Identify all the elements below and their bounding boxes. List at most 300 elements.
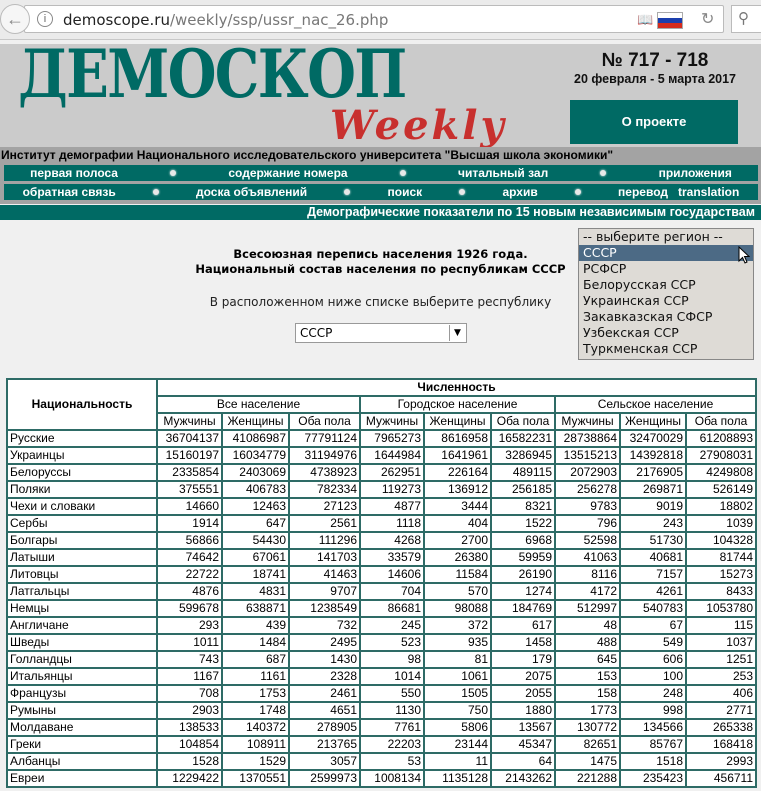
- reload-icon[interactable]: ↻: [701, 11, 715, 28]
- value-cell: 12463: [222, 498, 289, 515]
- value-cell: 2403069: [222, 464, 289, 481]
- table-row: [7, 685, 756, 702]
- value-cell: 2561: [289, 515, 360, 532]
- value-cell: 138533: [157, 719, 222, 736]
- value-cell: 406: [686, 685, 756, 702]
- nav-row-1: [4, 165, 758, 181]
- bullet-icon: [400, 170, 406, 176]
- search-icon: ⚲: [738, 10, 749, 27]
- nav-feedback[interactable]: обратная связь: [22, 185, 116, 199]
- table-row: [7, 668, 756, 685]
- value-cell: 253: [686, 668, 756, 685]
- bullet-icon: [600, 170, 606, 176]
- value-cell: 14392818: [620, 447, 686, 464]
- value-cell: 1251: [686, 651, 756, 668]
- value-cell: 153: [555, 668, 620, 685]
- table-row: [7, 430, 756, 447]
- nationality-cell: Чехи и словаки: [7, 498, 157, 515]
- url-host: demoscope.ru: [63, 11, 170, 29]
- dropdown-option[interactable]: -- выберите регион --: [583, 229, 723, 244]
- value-cell: 141703: [289, 549, 360, 566]
- value-cell: 732: [289, 617, 360, 634]
- table-row: [7, 532, 756, 549]
- value-cell: 9783: [555, 498, 620, 515]
- value-cell: 2055: [491, 685, 555, 702]
- value-cell: 67061: [222, 549, 289, 566]
- table-row: [7, 719, 756, 736]
- value-cell: 256185: [491, 481, 555, 498]
- table-row: [7, 515, 756, 532]
- masthead: [0, 44, 761, 147]
- table-row: [7, 447, 756, 464]
- value-cell: 168418: [686, 736, 756, 753]
- nationality-cell: Французы: [7, 685, 157, 702]
- value-cell: 2075: [491, 668, 555, 685]
- value-cell: 226164: [424, 464, 491, 481]
- url-text: [63, 11, 388, 29]
- value-cell: 1274: [491, 583, 555, 600]
- value-cell: 708: [157, 685, 222, 702]
- value-cell: 704: [360, 583, 424, 600]
- value-cell: 1053780: [686, 600, 756, 617]
- about-button[interactable]: О проекте: [570, 100, 738, 144]
- value-cell: 4651: [289, 702, 360, 719]
- value-cell: 935: [424, 634, 491, 651]
- value-cell: 2328: [289, 668, 360, 685]
- value-cell: 1161: [222, 668, 289, 685]
- table-row: [7, 702, 756, 719]
- nationality-cell: Голландцы: [7, 651, 157, 668]
- header-sub: Женщины: [222, 413, 289, 430]
- header-sub: Оба пола: [491, 413, 555, 430]
- mouse-cursor-icon: [738, 246, 750, 264]
- value-cell: 74642: [157, 549, 222, 566]
- nationality-cell: Литовцы: [7, 566, 157, 583]
- value-cell: 81: [424, 651, 491, 668]
- value-cell: 550: [360, 685, 424, 702]
- title-line-1: Всесоюзная перепись населения 1926 года.: [233, 247, 528, 261]
- nationality-cell: Украинцы: [7, 447, 157, 464]
- value-cell: 4876: [157, 583, 222, 600]
- value-cell: 130772: [555, 719, 620, 736]
- nav-translation[interactable]: перевод translation: [618, 185, 740, 199]
- header-sub: Женщины: [620, 413, 686, 430]
- header-count: Численность: [157, 379, 756, 396]
- value-cell: 1773: [555, 702, 620, 719]
- dropdown-option[interactable]: Закавказская СФСР: [583, 309, 713, 324]
- value-cell: 26190: [491, 566, 555, 583]
- value-cell: 599678: [157, 600, 222, 617]
- value-cell: 104854: [157, 736, 222, 753]
- value-cell: 16582231: [491, 430, 555, 447]
- value-cell: 81744: [686, 549, 756, 566]
- nationality-cell: Румыны: [7, 702, 157, 719]
- value-cell: 41063: [555, 549, 620, 566]
- value-cell: 293: [157, 617, 222, 634]
- title-line-2: Национальный состав населения по республикам СССР: [195, 262, 566, 276]
- value-cell: 647: [222, 515, 289, 532]
- value-cell: 235423: [620, 770, 686, 787]
- value-cell: 1430: [289, 651, 360, 668]
- value-cell: 1014: [360, 668, 424, 685]
- value-cell: 1518: [620, 753, 686, 770]
- nav-row-2: [4, 184, 758, 200]
- value-cell: 617: [491, 617, 555, 634]
- value-cell: 549: [620, 634, 686, 651]
- value-cell: 64: [491, 753, 555, 770]
- value-cell: 743: [157, 651, 222, 668]
- value-cell: 140372: [222, 719, 289, 736]
- value-cell: 638871: [222, 600, 289, 617]
- table-row: [7, 549, 756, 566]
- value-cell: 33579: [360, 549, 424, 566]
- header-sub: Мужчины: [360, 413, 424, 430]
- value-cell: 104328: [686, 532, 756, 549]
- value-cell: 136912: [424, 481, 491, 498]
- value-cell: 54430: [222, 532, 289, 549]
- value-cell: 2335854: [157, 464, 222, 481]
- value-cell: 111296: [289, 532, 360, 549]
- value-cell: 4249808: [686, 464, 756, 481]
- value-cell: 248: [620, 685, 686, 702]
- value-cell: 1505: [424, 685, 491, 702]
- value-cell: 2072903: [555, 464, 620, 481]
- table-row: [7, 481, 756, 498]
- value-cell: 2143262: [491, 770, 555, 787]
- nationality-cell: Русские: [7, 430, 157, 447]
- value-cell: 48: [555, 617, 620, 634]
- value-cell: 489115: [491, 464, 555, 481]
- header-sub: Мужчины: [157, 413, 222, 430]
- select-prompt: В расположенном ниже списке выберите республику: [209, 295, 552, 309]
- value-cell: 1167: [157, 668, 222, 685]
- value-cell: 2993: [686, 753, 756, 770]
- value-cell: 15273: [686, 566, 756, 583]
- value-cell: 7761: [360, 719, 424, 736]
- value-cell: 3057: [289, 753, 360, 770]
- value-cell: 16034779: [222, 447, 289, 464]
- value-cell: 61208893: [686, 430, 756, 447]
- bullet-icon: [170, 170, 176, 176]
- issue-number: № 717 - 718: [601, 50, 709, 71]
- russian-flag-icon[interactable]: [657, 12, 683, 29]
- nationality-cell: Болгары: [7, 532, 157, 549]
- value-cell: 98088: [424, 600, 491, 617]
- value-cell: 796: [555, 515, 620, 532]
- nationality-cell: Латгальцы: [7, 583, 157, 600]
- value-cell: 59959: [491, 549, 555, 566]
- nationality-cell: Шведы: [7, 634, 157, 651]
- value-cell: 22722: [157, 566, 222, 583]
- value-cell: 22203: [360, 736, 424, 753]
- region-dropdown-list: [578, 228, 754, 360]
- value-cell: 2461: [289, 685, 360, 702]
- value-cell: 18802: [686, 498, 756, 515]
- bullet-icon: [459, 189, 465, 195]
- value-cell: 256278: [555, 481, 620, 498]
- value-cell: 23144: [424, 736, 491, 753]
- dropdown-option[interactable]: Украинская ССР: [583, 293, 689, 308]
- value-cell: 456711: [686, 770, 756, 787]
- value-cell: 179: [491, 651, 555, 668]
- value-cell: 570: [424, 583, 491, 600]
- value-cell: 4172: [555, 583, 620, 600]
- value-cell: 77791124: [289, 430, 360, 447]
- nationality-cell: Евреи: [7, 770, 157, 787]
- value-cell: 4831: [222, 583, 289, 600]
- value-cell: 645: [555, 651, 620, 668]
- value-cell: 115: [686, 617, 756, 634]
- value-cell: 269871: [620, 481, 686, 498]
- value-cell: 7965273: [360, 430, 424, 447]
- value-cell: 278905: [289, 719, 360, 736]
- value-cell: 2176905: [620, 464, 686, 481]
- value-cell: 1522: [491, 515, 555, 532]
- value-cell: 2771: [686, 702, 756, 719]
- value-cell: 45347: [491, 736, 555, 753]
- region-select[interactable]: [295, 323, 467, 343]
- browser-toolbar: [0, 0, 761, 40]
- value-cell: 2495: [289, 634, 360, 651]
- nationality-cell: Сербы: [7, 515, 157, 532]
- nationality-cell: Немцы: [7, 600, 157, 617]
- header-sub: Женщины: [424, 413, 491, 430]
- value-cell: 85767: [620, 736, 686, 753]
- header-sub: Оба пола: [289, 413, 360, 430]
- value-cell: 100: [620, 668, 686, 685]
- value-cell: 119273: [360, 481, 424, 498]
- value-cell: 1238549: [289, 600, 360, 617]
- dropdown-arrow-icon[interactable]: ▼: [449, 325, 465, 341]
- value-cell: 1880: [491, 702, 555, 719]
- value-cell: 488: [555, 634, 620, 651]
- search-box[interactable]: [731, 5, 761, 33]
- nationality-cell: Англичане: [7, 617, 157, 634]
- value-cell: 2700: [424, 532, 491, 549]
- table-row: [7, 583, 756, 600]
- value-cell: 750: [424, 702, 491, 719]
- nationality-table: [6, 378, 757, 788]
- reader-view-icon[interactable]: 📖: [637, 12, 654, 27]
- value-cell: 1229422: [157, 770, 222, 787]
- value-cell: 1644984: [360, 447, 424, 464]
- header-sub: Оба пола: [686, 413, 756, 430]
- bullet-icon: [344, 189, 350, 195]
- value-cell: 52598: [555, 532, 620, 549]
- header-group: Городское население: [360, 396, 555, 413]
- table-row: [7, 634, 756, 651]
- value-cell: 67: [620, 617, 686, 634]
- back-arrow-icon[interactable]: ←: [0, 4, 30, 34]
- value-cell: 15160197: [157, 447, 222, 464]
- nav-search[interactable]: поиск: [387, 185, 423, 199]
- dropdown-option[interactable]: Белорусская ССР: [583, 277, 696, 292]
- table-row: [7, 651, 756, 668]
- value-cell: 265338: [686, 719, 756, 736]
- value-cell: 1135128: [424, 770, 491, 787]
- value-cell: 1039: [686, 515, 756, 532]
- nationality-cell: Молдаване: [7, 719, 157, 736]
- value-cell: 3444: [424, 498, 491, 515]
- value-cell: 1748: [222, 702, 289, 719]
- nationality-cell: Греки: [7, 736, 157, 753]
- value-cell: 406783: [222, 481, 289, 498]
- value-cell: 27123: [289, 498, 360, 515]
- value-cell: 18741: [222, 566, 289, 583]
- nav-board[interactable]: доска объявлений: [196, 185, 308, 199]
- value-cell: 184769: [491, 600, 555, 617]
- value-cell: 1529: [222, 753, 289, 770]
- value-cell: 245: [360, 617, 424, 634]
- value-cell: 372: [424, 617, 491, 634]
- table-row: [7, 770, 756, 787]
- value-cell: 41463: [289, 566, 360, 583]
- value-cell: 158: [555, 685, 620, 702]
- value-cell: 98: [360, 651, 424, 668]
- value-cell: 53: [360, 753, 424, 770]
- header-nationality: Национальность: [7, 379, 157, 430]
- value-cell: 5806: [424, 719, 491, 736]
- value-cell: 1130: [360, 702, 424, 719]
- value-cell: 8321: [491, 498, 555, 515]
- value-cell: 9707: [289, 583, 360, 600]
- value-cell: 2599973: [289, 770, 360, 787]
- value-cell: 523: [360, 634, 424, 651]
- value-cell: 540783: [620, 600, 686, 617]
- select-value: СССР: [300, 326, 333, 340]
- value-cell: 4738923: [289, 464, 360, 481]
- value-cell: 108911: [222, 736, 289, 753]
- nav-reading-room[interactable]: читальный зал: [457, 166, 549, 180]
- value-cell: 2903: [157, 702, 222, 719]
- address-bar[interactable]: [24, 5, 724, 33]
- value-cell: 1118: [360, 515, 424, 532]
- value-cell: 404: [424, 515, 491, 532]
- value-cell: 4261: [620, 583, 686, 600]
- header-group: Сельское население: [555, 396, 756, 413]
- value-cell: 32470029: [620, 430, 686, 447]
- dropdown-option[interactable]: Туркменская ССР: [583, 341, 698, 356]
- info-icon[interactable]: i: [37, 11, 53, 27]
- value-cell: 375551: [157, 481, 222, 498]
- value-cell: 1753: [222, 685, 289, 702]
- value-cell: 1370551: [222, 770, 289, 787]
- value-cell: 1458: [491, 634, 555, 651]
- dropdown-option[interactable]: РСФСР: [583, 261, 627, 276]
- value-cell: 9019: [620, 498, 686, 515]
- value-cell: 1008134: [360, 770, 424, 787]
- value-cell: 14606: [360, 566, 424, 583]
- nationality-cell: Поляки: [7, 481, 157, 498]
- value-cell: 8116: [555, 566, 620, 583]
- value-cell: 31194976: [289, 447, 360, 464]
- value-cell: 687: [222, 651, 289, 668]
- value-cell: 606: [620, 651, 686, 668]
- nav-archive[interactable]: архив: [502, 185, 538, 199]
- table-row: [7, 464, 756, 481]
- value-cell: 28738864: [555, 430, 620, 447]
- value-cell: 213765: [289, 736, 360, 753]
- value-cell: 13515213: [555, 447, 620, 464]
- value-cell: 27908031: [686, 447, 756, 464]
- dropdown-option[interactable]: СССР: [579, 245, 753, 261]
- table-row: [7, 736, 756, 753]
- bullet-icon: [153, 189, 159, 195]
- value-cell: 134566: [620, 719, 686, 736]
- value-cell: 8616958: [424, 430, 491, 447]
- table-row: [7, 566, 756, 583]
- table-row: [7, 600, 756, 617]
- logo[interactable]: ДЕМОСКОП: [18, 44, 406, 113]
- institute-name: Институт демографии Национального исследовательского университета "Высшая школа экономики": [1, 148, 614, 162]
- value-cell: 221288: [555, 770, 620, 787]
- dropdown-option[interactable]: Узбекская ССР: [583, 325, 679, 340]
- bullet-icon: [575, 189, 581, 195]
- value-cell: 439: [222, 617, 289, 634]
- value-cell: 1475: [555, 753, 620, 770]
- table-row: [7, 617, 756, 634]
- value-cell: 1914: [157, 515, 222, 532]
- value-cell: 1641961: [424, 447, 491, 464]
- header-group: Все население: [157, 396, 360, 413]
- value-cell: 1484: [222, 634, 289, 651]
- url-path: /weekly/ssp/ussr_nac_26.php: [169, 11, 389, 29]
- value-cell: 526149: [686, 481, 756, 498]
- table-row: [7, 498, 756, 515]
- value-cell: 82651: [555, 736, 620, 753]
- value-cell: 1011: [157, 634, 222, 651]
- value-cell: 3286945: [491, 447, 555, 464]
- issue-dates: 20 февраля - 5 марта 2017: [574, 72, 736, 86]
- value-cell: 14660: [157, 498, 222, 515]
- value-cell: 998: [620, 702, 686, 719]
- nationality-cell: Латыши: [7, 549, 157, 566]
- table-row: [7, 753, 756, 770]
- nav-appendices[interactable]: приложения: [658, 166, 732, 180]
- value-cell: 243: [620, 515, 686, 532]
- nav-contents[interactable]: содержание номера: [228, 166, 348, 180]
- value-cell: 36704137: [157, 430, 222, 447]
- value-cell: 40681: [620, 549, 686, 566]
- banner-link[interactable]: Демографические показатели по 15 новым независимым государствам: [0, 205, 761, 220]
- nationality-cell: Албанцы: [7, 753, 157, 770]
- value-cell: 1061: [424, 668, 491, 685]
- value-cell: 4877: [360, 498, 424, 515]
- value-cell: 4268: [360, 532, 424, 549]
- value-cell: 6968: [491, 532, 555, 549]
- value-cell: 13567: [491, 719, 555, 736]
- logo-weekly: Weekly: [330, 102, 507, 147]
- header-sub: Мужчины: [555, 413, 620, 430]
- nav-front-page[interactable]: первая полоса: [30, 166, 118, 180]
- value-cell: 41086987: [222, 430, 289, 447]
- value-cell: 1037: [686, 634, 756, 651]
- value-cell: 51730: [620, 532, 686, 549]
- value-cell: 512997: [555, 600, 620, 617]
- value-cell: 7157: [620, 566, 686, 583]
- value-cell: 782334: [289, 481, 360, 498]
- value-cell: 11584: [424, 566, 491, 583]
- value-cell: 56866: [157, 532, 222, 549]
- value-cell: 8433: [686, 583, 756, 600]
- value-cell: 262951: [360, 464, 424, 481]
- value-cell: 86681: [360, 600, 424, 617]
- value-cell: 26380: [424, 549, 491, 566]
- nationality-cell: Белоруссы: [7, 464, 157, 481]
- value-cell: 11: [424, 753, 491, 770]
- nationality-cell: Итальянцы: [7, 668, 157, 685]
- value-cell: 1528: [157, 753, 222, 770]
